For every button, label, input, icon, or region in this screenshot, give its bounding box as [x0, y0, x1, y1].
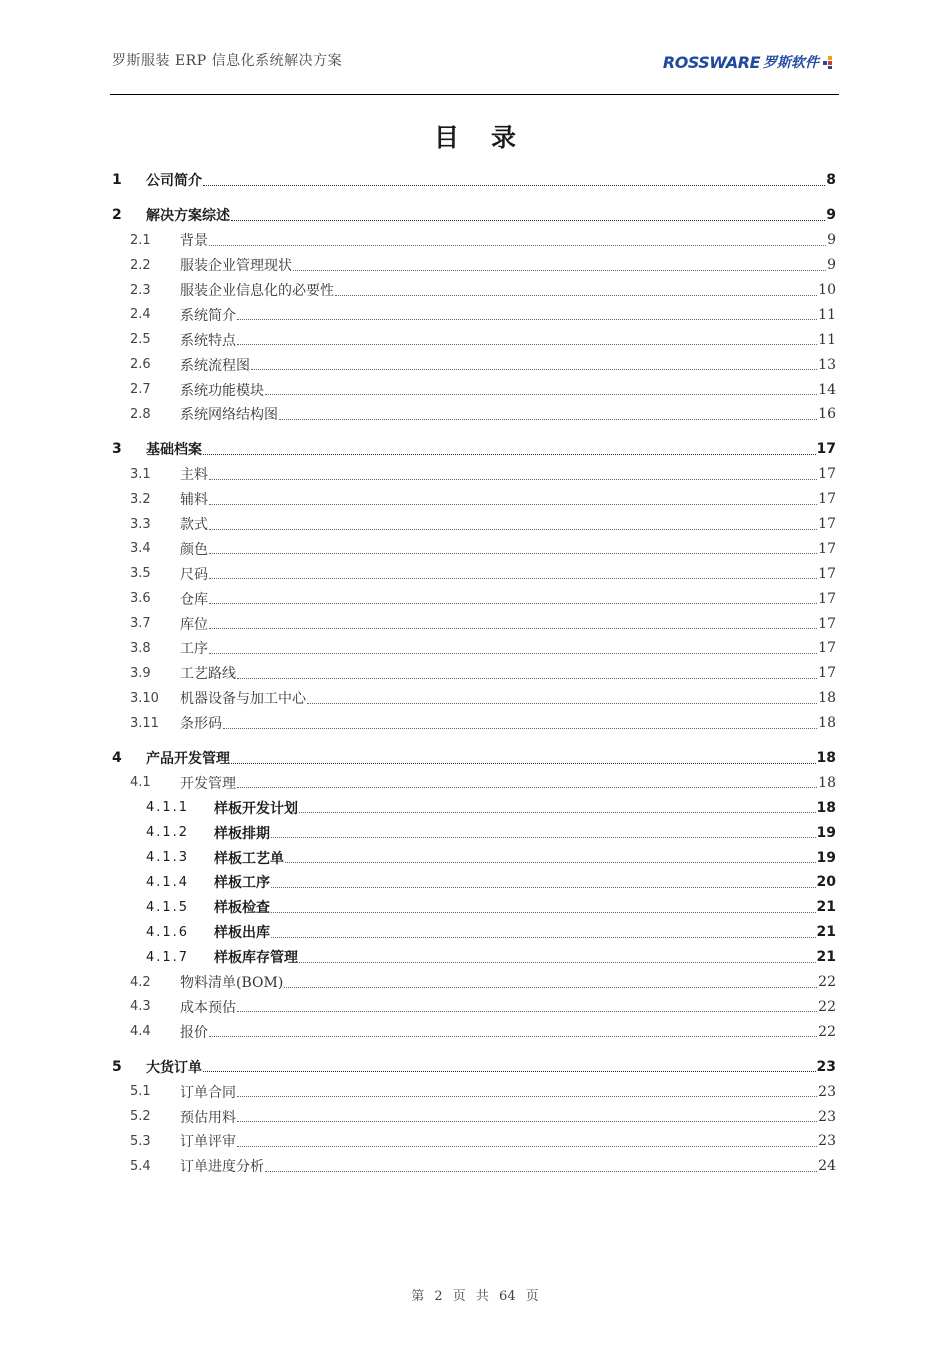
toc-entry[interactable] [112, 995, 836, 1020]
toc-entry[interactable] [112, 970, 836, 995]
toc-entry[interactable] [112, 437, 836, 462]
toc-entry[interactable] [112, 253, 836, 278]
toc-entry[interactable] [112, 586, 836, 611]
toc-dot-leader [203, 1071, 816, 1072]
toc-entry-title: 工序 [180, 638, 208, 658]
toc-entry-number: 4.2 [130, 974, 151, 990]
toc-title: 目录 [433, 123, 548, 152]
toc-entry-number: 4.1.4 [146, 874, 190, 890]
toc-entry-title: 样板排期 [214, 823, 270, 843]
toc-entry[interactable] [112, 168, 836, 193]
toc-entry-page: 17 [818, 665, 836, 682]
toc-entry-title: 系统网络结构图 [180, 404, 278, 424]
toc-entry-page: 9 [827, 257, 836, 274]
toc-entry-number: 2.4 [130, 307, 151, 323]
toc-entry-title: 系统特点 [180, 330, 236, 350]
toc-dot-leader [209, 504, 817, 505]
toc-entry[interactable] [112, 1079, 836, 1104]
toc-entry[interactable] [112, 636, 836, 661]
toc-entry-number: 4.4 [130, 1024, 151, 1040]
toc-entry-title: 解决方案综述 [146, 205, 230, 225]
toc-dot-leader [299, 962, 816, 963]
toc-dot-leader [285, 862, 816, 863]
toc-entry-number: 3.9 [130, 665, 151, 681]
toc-dot-leader [293, 270, 826, 271]
toc-entry-page: 9 [827, 232, 836, 249]
toc-entry-number: 4 [112, 750, 122, 767]
toc-entry-title: 背景 [180, 230, 208, 250]
toc-dot-leader [279, 419, 817, 420]
toc-entry-title: 辅料 [180, 489, 208, 509]
toc-entry-page: 10 [818, 282, 836, 298]
toc-entry-page: 17 [818, 615, 836, 632]
toc-entry-page: 18 [816, 799, 836, 816]
toc-entry[interactable] [112, 327, 836, 352]
toc-entry-title: 系统功能模块 [180, 380, 264, 400]
toc-dot-leader [231, 220, 825, 221]
toc-entry-number: 2 [112, 207, 122, 224]
toc-entry-number: 4.1.3 [146, 850, 190, 866]
toc-entry-page: 17 [818, 491, 836, 508]
toc-entry-number: 4.1.7 [146, 949, 190, 965]
toc-dot-leader [299, 812, 816, 813]
toc-entry-page: 18 [816, 750, 836, 767]
toc-entry[interactable] [112, 1129, 836, 1154]
toc-entry-page: 18 [818, 774, 836, 791]
toc-entry-page: 21 [816, 924, 836, 941]
table-of-contents [112, 168, 836, 1179]
toc-dot-leader [271, 837, 816, 838]
toc-dot-leader [237, 1096, 817, 1097]
toc-dot-leader [237, 1146, 817, 1147]
toc-entry-number: 3.1 [130, 466, 151, 482]
toc-entry-number: 3.2 [130, 491, 151, 507]
toc-dot-leader [271, 937, 816, 938]
header-title: 罗斯服装 ERP 信息化系统解决方案 [112, 53, 343, 69]
toc-entry-page: 19 [816, 824, 836, 841]
toc-entry-page: 17 [818, 516, 836, 533]
toc-entry[interactable] [112, 228, 836, 253]
toc-entry-page: 11 [818, 306, 836, 323]
toc-entry-page: 23 [818, 1083, 836, 1100]
toc-entry-number: 4.1 [130, 775, 151, 791]
toc-entry-title: 报价 [180, 1022, 208, 1042]
toc-entry-page: 23 [818, 1108, 836, 1125]
toc-entry-page: 18 [818, 690, 836, 707]
toc-entry[interactable] [112, 278, 836, 303]
toc-entry[interactable] [112, 512, 836, 537]
toc-entry-page: 17 [818, 640, 836, 657]
page-header [112, 48, 839, 74]
toc-entry-number: 3.4 [130, 541, 151, 557]
toc-entry-number: 4.3 [130, 999, 151, 1015]
toc-entry-title: 颜色 [180, 539, 208, 559]
toc-entry-number: 2.2 [130, 257, 151, 273]
toc-entry[interactable] [112, 711, 836, 736]
toc-entry-number: 2.7 [130, 382, 151, 398]
toc-entry[interactable] [112, 795, 836, 820]
toc-entry-number: 4.1.5 [146, 899, 190, 915]
toc-dot-leader [209, 578, 817, 579]
toc-dot-leader [209, 479, 817, 480]
toc-entry-page: 13 [818, 356, 836, 373]
toc-entry-number: 3.10 [130, 690, 159, 706]
toc-dot-leader [237, 319, 817, 320]
toc-entry[interactable] [112, 895, 836, 920]
toc-entry-title: 订单进度分析 [180, 1156, 264, 1176]
toc-entry-title: 样板检查 [214, 897, 270, 917]
toc-entry-number: 5.4 [130, 1158, 151, 1174]
toc-dot-leader [237, 787, 817, 788]
toc-entry-title: 样板工艺单 [214, 848, 284, 868]
toc-entry[interactable] [112, 402, 836, 427]
toc-entry-title: 系统简介 [180, 305, 236, 325]
toc-dot-leader [237, 1011, 817, 1012]
toc-entry[interactable] [112, 536, 836, 561]
toc-entry-title: 物料清单(BOM) [180, 972, 283, 992]
toc-dot-leader [223, 728, 817, 729]
toc-dot-leader [203, 185, 825, 186]
toc-dot-leader [209, 1036, 817, 1037]
toc-entry-number: 4.1.1 [146, 800, 190, 816]
toc-entry-title: 服装企业管理现状 [180, 255, 292, 275]
toc-entry[interactable] [112, 770, 836, 795]
toc-dot-leader [237, 1121, 817, 1122]
toc-entry[interactable] [112, 561, 836, 586]
toc-entry-page: 11 [818, 331, 836, 348]
toc-dot-leader [251, 369, 817, 370]
logo-wordmark-cn: 罗斯软件 [763, 55, 819, 71]
toc-entry-title: 尺码 [180, 564, 208, 584]
logo-wordmark-en: ROSSWARE [662, 52, 760, 72]
toc-entry-title: 仓库 [180, 589, 208, 609]
toc-dot-leader [209, 245, 826, 246]
toc-entry[interactable] [112, 746, 836, 771]
toc-entry-title: 主料 [180, 464, 208, 484]
toc-dot-leader [237, 678, 817, 679]
toc-entry-title: 样板库存管理 [214, 947, 298, 967]
toc-entry[interactable] [112, 1104, 836, 1129]
toc-entry[interactable] [112, 661, 836, 686]
toc-entry-title: 库位 [180, 614, 208, 634]
toc-entry-number: 4.1.6 [146, 924, 190, 940]
toc-entry-title: 产品开发管理 [146, 748, 230, 768]
toc-entry[interactable] [112, 870, 836, 895]
toc-entry-page: 19 [816, 849, 836, 866]
toc-entry-page: 9 [826, 207, 836, 224]
toc-entry[interactable] [112, 487, 836, 512]
toc-entry-title: 公司简介 [146, 170, 202, 190]
toc-dot-leader [265, 1171, 817, 1172]
toc-entry-number: 5.3 [130, 1133, 151, 1149]
toc-entry-page: 17 [818, 466, 836, 483]
toc-entry[interactable] [112, 611, 836, 636]
toc-dot-leader [237, 344, 817, 345]
toc-entry[interactable] [112, 1054, 836, 1079]
toc-entry-title: 基础档案 [146, 439, 202, 459]
toc-entry-number: 2.6 [130, 357, 151, 373]
toc-entry[interactable] [112, 203, 836, 228]
toc-entry-page: 17 [818, 590, 836, 607]
toc-entry-page: 14 [818, 381, 836, 398]
toc-entry-number: 3 [112, 441, 122, 458]
toc-entry-number: 3.6 [130, 591, 151, 607]
toc-entry-number: 3.8 [130, 640, 151, 656]
header-divider [110, 94, 839, 95]
toc-entry-title: 大货订单 [146, 1057, 202, 1077]
toc-dot-leader [209, 529, 817, 530]
toc-entry-title: 成本预估 [180, 997, 236, 1017]
toc-entry-page: 20 [816, 874, 836, 891]
toc-entry-number: 3.7 [130, 616, 151, 632]
toc-dot-leader [231, 763, 816, 764]
logo-mark-icon [823, 56, 835, 68]
toc-entry-page: 24 [818, 1158, 836, 1175]
toc-entry-number: 5 [112, 1058, 122, 1075]
toc-entry-page: 17 [818, 565, 836, 582]
toc-entry[interactable] [112, 302, 836, 327]
toc-entry-page: 17 [818, 540, 836, 557]
toc-entry-title: 订单评审 [180, 1131, 236, 1151]
toc-entry-title: 条形码 [180, 713, 222, 733]
toc-entry-number: 3.11 [130, 715, 159, 731]
toc-entry-title: 工艺路线 [180, 663, 236, 683]
toc-entry[interactable] [112, 945, 836, 970]
toc-entry[interactable] [112, 845, 836, 870]
rossware-logo [663, 52, 835, 72]
toc-dot-leader [203, 454, 816, 455]
toc-dot-leader [335, 295, 817, 296]
toc-entry-page: 18 [818, 715, 836, 732]
toc-entry-number: 2.3 [130, 282, 151, 298]
toc-dot-leader [209, 553, 817, 554]
toc-entry-number: 3.5 [130, 566, 151, 582]
toc-entry-number: 1 [112, 172, 122, 189]
page-footer: 第 2 页 共 64 页 [411, 1289, 539, 1304]
toc-dot-leader [284, 987, 817, 988]
toc-dot-leader [209, 628, 817, 629]
toc-entry[interactable] [112, 377, 836, 402]
toc-entry-page: 23 [818, 1133, 836, 1150]
toc-dot-leader [265, 394, 817, 395]
toc-entry-number: 2.5 [130, 332, 151, 348]
toc-entry[interactable] [112, 920, 836, 945]
toc-entry-page: 21 [816, 949, 836, 966]
toc-dot-leader [307, 703, 817, 704]
toc-entry[interactable] [112, 1019, 836, 1044]
toc-entry-page: 22 [818, 1023, 836, 1040]
toc-entry-title: 开发管理 [180, 773, 236, 793]
toc-entry-number: 5.2 [130, 1109, 151, 1124]
toc-entry-title: 样板工序 [214, 872, 270, 892]
toc-entry-title: 服装企业信息化的必要性 [180, 280, 334, 300]
toc-entry-page: 16 [818, 406, 836, 423]
toc-dot-leader [209, 603, 817, 604]
toc-entry-number: 4.1.2 [146, 825, 190, 841]
toc-dot-leader [271, 912, 816, 913]
toc-entry-title: 系统流程图 [180, 355, 250, 375]
toc-entry-page: 21 [816, 899, 836, 916]
toc-entry[interactable] [112, 462, 836, 487]
toc-entry-title: 款式 [180, 514, 208, 534]
toc-entry-title: 样板出库 [214, 922, 270, 942]
toc-entry-title: 订单合同 [180, 1082, 236, 1102]
toc-entry-page: 22 [818, 974, 836, 991]
toc-entry-number: 2.1 [130, 232, 151, 248]
toc-entry-number: 3.3 [130, 516, 151, 532]
toc-entry-title: 样板开发计划 [214, 798, 298, 818]
toc-entry-number: 5.1 [130, 1084, 151, 1100]
toc-dot-leader [271, 887, 816, 888]
toc-entry-page: 22 [818, 998, 836, 1015]
toc-entry-title: 机器设备与加工中心 [180, 688, 306, 708]
toc-entry[interactable] [112, 686, 836, 711]
toc-entry-page: 23 [816, 1058, 836, 1075]
toc-entry-title: 预估用料 [180, 1107, 236, 1127]
toc-entry[interactable] [112, 1154, 836, 1179]
toc-dot-leader [209, 653, 817, 654]
toc-entry-page: 17 [816, 441, 836, 458]
toc-entry-number: 2.8 [130, 406, 151, 422]
toc-entry[interactable] [112, 820, 836, 845]
toc-entry[interactable] [112, 352, 836, 377]
toc-entry-page: 8 [826, 172, 836, 189]
